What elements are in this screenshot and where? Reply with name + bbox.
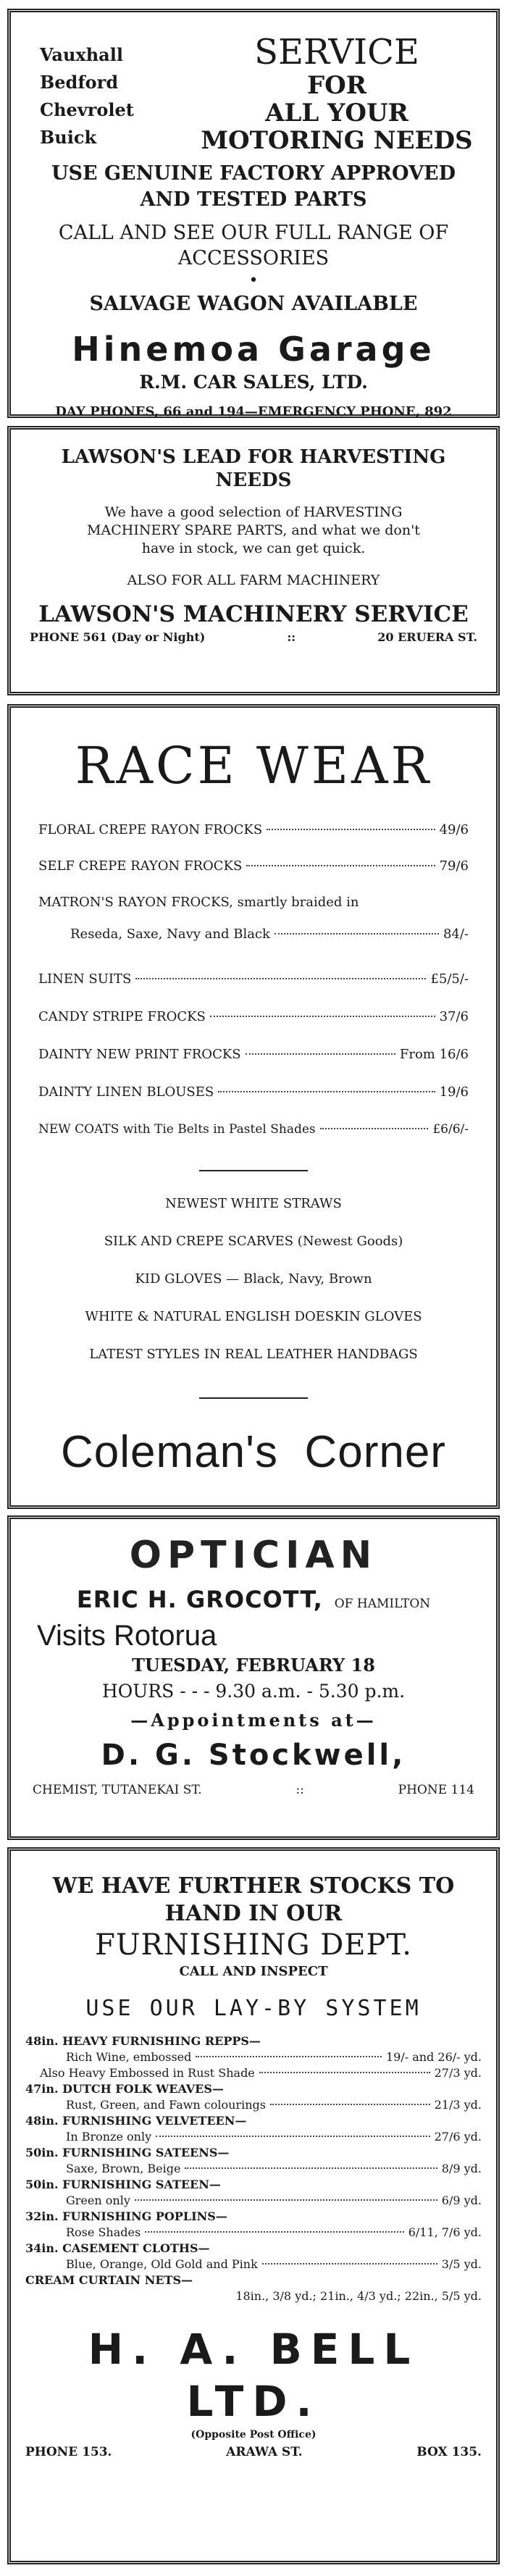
- line-price: 27/6 yd.: [434, 2130, 482, 2144]
- service-for: FOR: [306, 71, 366, 100]
- race-item: [38, 1009, 469, 1047]
- item-price: £6/6/-: [432, 1122, 469, 1137]
- extra-line: KID GLOVES — Black, Navy, Brown: [135, 1271, 372, 1287]
- item-price: From 16/6: [399, 1047, 469, 1062]
- service-motoring: MOTORING NEEDS: [201, 126, 473, 155]
- optician-name-row: [33, 1586, 474, 1613]
- line-text: 48in. FURNISHING VELVETEEN—: [25, 2114, 247, 2128]
- extra-line: LATEST STYLES IN REAL LEATHER HANDBAGS: [89, 1347, 418, 1362]
- race-wear-title: RACE WEAR: [75, 736, 432, 795]
- car-sales: R.M. CAR SALES, LTD.: [139, 372, 368, 393]
- phone-line: DAY PHONES, 66 and 194—EMERGENCY PHONE, 892: [55, 404, 452, 419]
- list-item: [25, 2145, 482, 2161]
- tested-parts: AND TESTED PARTS: [140, 188, 367, 211]
- bell-phone: PHONE 153.: [25, 2445, 112, 2459]
- service-word: SERVICE: [254, 32, 419, 72]
- race-item: [38, 822, 469, 858]
- genuine-parts: USE GENUINE FACTORY APPROVED: [51, 162, 456, 185]
- optician-ad: [7, 1515, 500, 1840]
- brand-chevrolet: Chevrolet: [40, 99, 134, 120]
- item-price: 49/6: [439, 822, 469, 837]
- separator: ::: [296, 1783, 304, 1797]
- race-wear-list: [38, 822, 469, 1160]
- list-item: [25, 2081, 482, 2097]
- garage-name: Hinemoa Garage: [72, 330, 435, 369]
- furnishing-list: [25, 2033, 482, 2304]
- item-price: 79/6: [439, 858, 469, 874]
- line-price: 6/9 yd.: [441, 2194, 482, 2207]
- lawson-brand: LAWSON'S MACHINERY SERVICE: [38, 601, 469, 627]
- service-heading: [185, 33, 489, 154]
- headline-line: WE HAVE FURTHER STOCKS TO: [52, 1873, 455, 1899]
- visits-rotorua: Visits Rotorua: [37, 1620, 217, 1652]
- race-extras: [38, 1196, 469, 1384]
- chemist-phone: PHONE 114: [398, 1783, 474, 1797]
- chemist-address: CHEMIST, TUTANEKAI ST.: [33, 1783, 202, 1797]
- optician-name: ERIC H. GROCOTT,: [76, 1586, 323, 1613]
- furnishing-dept: FURNISHING DEPT.: [95, 1928, 412, 1962]
- brand-bedford: Bedford: [40, 72, 119, 93]
- list-item: [25, 2225, 482, 2241]
- line-text: Rich Wine, embossed: [66, 2050, 192, 2064]
- item-name: FLORAL CREPE RAYON FROCKS: [38, 822, 263, 837]
- bell-street: ARAWA ST.: [226, 2445, 303, 2459]
- lawson-body-3: have in stock, we can get quick.: [141, 540, 366, 556]
- list-item: [25, 2033, 482, 2049]
- line-text: 48in. HEAVY FURNISHING REPPS—: [25, 2034, 261, 2048]
- line-text: Saxe, Brown, Beige: [66, 2162, 181, 2175]
- line-text: Also Heavy Embossed in Rust Shade: [40, 2066, 255, 2080]
- race-item: [38, 927, 469, 971]
- item-price: 19/6: [439, 1084, 469, 1100]
- list-item: [25, 2193, 482, 2209]
- line-price: 27/3 yd.: [434, 2066, 482, 2080]
- item-name: CANDY STRIPE FROCKS: [38, 1009, 206, 1024]
- list-item: [25, 2241, 482, 2257]
- extra-line: WHITE & NATURAL ENGLISH DOESKIN GLOVES: [85, 1309, 422, 1324]
- optician-of: OF HAMILTON: [334, 1597, 431, 1611]
- line-text: 32in. FURNISHING POPLINS—: [25, 2209, 227, 2223]
- list-item: [25, 2288, 482, 2304]
- race-item: [38, 858, 469, 895]
- item-name: SELF CREPE RAYON FROCKS: [38, 858, 243, 874]
- item-name: DAINTY LINEN BLOUSES: [38, 1084, 214, 1100]
- divider: [199, 1397, 308, 1399]
- lawson-contact: [30, 630, 477, 644]
- list-item: [25, 2097, 482, 2113]
- bell-store-name: H. A. BELL LTD.: [88, 2325, 419, 2426]
- item-price: 84/-: [443, 927, 469, 942]
- line-text: 50in. FURNISHING SATEENS—: [25, 2146, 230, 2159]
- lawson-machinery-ad: [7, 426, 500, 695]
- item-name: DAINTY NEW PRINT FROCKS: [38, 1047, 241, 1062]
- extra-line: SILK AND CREPE SCARVES (Newest Goods): [104, 1234, 403, 1249]
- item-price: £5/5/-: [430, 971, 469, 987]
- list-item: [25, 2177, 482, 2193]
- bell-headline: [25, 1873, 482, 1928]
- race-item: [38, 895, 469, 927]
- list-item: [25, 2209, 482, 2225]
- line-text: Green only: [66, 2194, 130, 2207]
- chemist-name: D. G. Stockwell,: [101, 1739, 406, 1772]
- ha-bell-ad: [7, 1847, 500, 2564]
- salvage-wagon: SALVAGE WAGON AVAILABLE: [89, 293, 418, 315]
- race-item: [38, 971, 469, 1009]
- call-and-see: CALL AND SEE OUR FULL RANGE OF: [58, 222, 449, 244]
- list-item: [25, 2257, 482, 2272]
- race-item: [38, 1084, 469, 1122]
- opposite-post-office: (Opposite Post Office): [190, 2429, 317, 2441]
- hinemoa-body: [11, 161, 496, 423]
- accessories: ACCESSORIES: [177, 247, 330, 269]
- line-text: 47in. DUTCH FOLK WEAVES—: [25, 2082, 224, 2096]
- colemans-corner: Coleman's Corner: [61, 1427, 446, 1477]
- line-text: 34in. CASEMENT CLOTHS—: [25, 2241, 210, 2255]
- hinemoa-garage-ad: [7, 9, 500, 418]
- item-name: NEW COATS with Tie Belts in Pastel Shades: [38, 1122, 316, 1137]
- list-item: [25, 2129, 482, 2145]
- race-item: [38, 1047, 469, 1084]
- optician-contact: [33, 1783, 474, 1797]
- service-all-your: ALL YOUR: [265, 99, 408, 127]
- line-price: 21/3 yd.: [434, 2098, 482, 2112]
- race-wear-ad: [7, 704, 500, 1509]
- farm-machinery: ALSO FOR ALL FARM MACHINERY: [127, 572, 380, 588]
- line-text: Blue, Orange, Old Gold and Pink: [66, 2257, 258, 2271]
- lawson-address: 20 ERUERA ST.: [377, 630, 477, 644]
- line-text: In Bronze only: [66, 2130, 152, 2144]
- brand-vauxhall: Vauxhall: [40, 44, 123, 65]
- layby: USE OUR LAY-BY SYSTEM: [85, 1996, 422, 2021]
- lawson-body-1: We have a good selection of HARVESTING: [104, 504, 403, 520]
- line-price: 3/5 yd.: [441, 2257, 482, 2271]
- lawson-phone: PHONE 561 (Day or Night): [30, 630, 206, 644]
- divider: [199, 1170, 308, 1171]
- lawson-body-2: MACHINERY SPARE PARTS, and what we don't: [87, 522, 420, 538]
- headline-line: HAND IN OUR: [164, 1901, 343, 1926]
- line-text: Rust, Green, and Fawn colourings: [66, 2098, 266, 2112]
- lawson-headline-needs: NEEDS: [215, 469, 292, 491]
- line-text: Rose Shades: [66, 2225, 141, 2239]
- visit-hours: HOURS - - - 9.30 a.m. - 5.30 p.m.: [101, 1681, 406, 1702]
- line-price: 8/9 yd.: [441, 2162, 482, 2175]
- race-item: [38, 1122, 469, 1160]
- bell-box: BOX 135.: [416, 2445, 482, 2459]
- line-price: 6/11, 7/6 yd.: [408, 2225, 482, 2239]
- item-name: MATRON'S RAYON FROCKS, smartly braided in: [38, 895, 359, 910]
- brand-list: [40, 41, 134, 151]
- visit-date: TUESDAY, FEBRUARY 18: [132, 1655, 375, 1676]
- optician-title: OPTICIAN: [129, 1534, 378, 1577]
- item-name: Reseda, Saxe, Navy and Black: [70, 927, 270, 942]
- line-text: 50in. FURNISHING SATEEN—: [25, 2178, 221, 2191]
- list-item: [25, 2049, 482, 2065]
- bell-contact: [25, 2445, 482, 2459]
- bullet: •: [248, 272, 259, 290]
- lawson-headline: LAWSON'S LEAD FOR HARVESTING: [61, 446, 446, 468]
- brand-buick: Buick: [40, 127, 97, 148]
- line-text: 18in., 3/8 yd.; 21in., 4/3 yd.; 22in., 5/5 yd.: [235, 2289, 482, 2303]
- item-name: LINEN SUITS: [38, 971, 132, 987]
- list-item: [25, 2113, 482, 2129]
- line-text: CREAM CURTAIN NETS—: [25, 2273, 193, 2287]
- item-price: 37/6: [439, 1009, 469, 1024]
- list-item: [25, 2065, 482, 2081]
- extra-line: NEWEST WHITE STRAWS: [165, 1196, 342, 1211]
- list-item: [25, 2161, 482, 2177]
- call-inspect: CALL AND INSPECT: [179, 1964, 328, 1979]
- appointments: —Appointments at—: [130, 1710, 377, 1731]
- list-item: [25, 2272, 482, 2288]
- lawson-separator: ::: [287, 630, 296, 644]
- line-price: 19/- and 26/- yd.: [385, 2050, 482, 2064]
